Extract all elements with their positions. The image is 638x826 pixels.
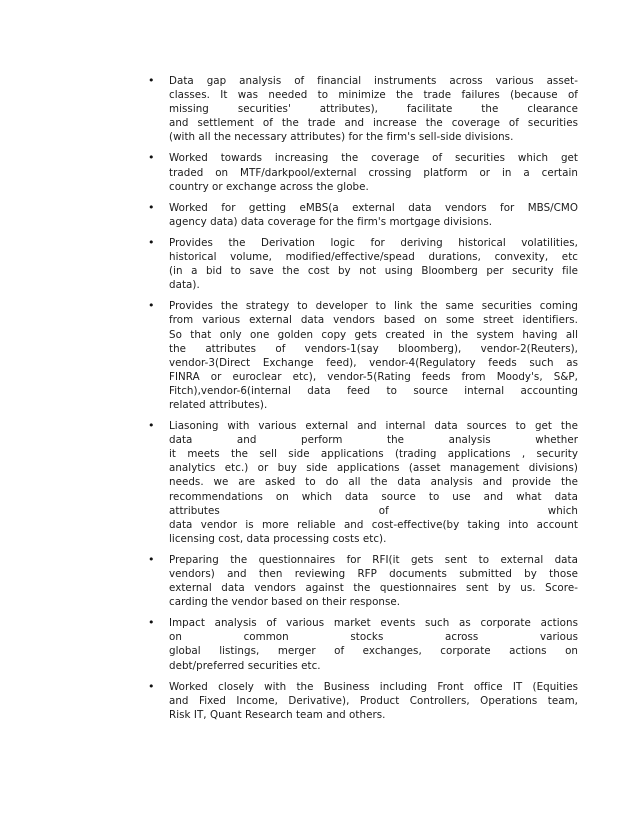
text-line: licensing cost, data processing costs etc). bbox=[169, 532, 387, 545]
text-line: (in a bid to save the cost by not using Bloomberg per security file bbox=[169, 265, 578, 278]
list-item bbox=[148, 419, 578, 546]
list-item bbox=[148, 74, 578, 144]
text-line: on common stocks across various bbox=[169, 631, 578, 644]
list-item bbox=[148, 201, 578, 229]
list-item bbox=[148, 553, 578, 609]
text-line: and settlement of the trade and increase the coverage of securities bbox=[169, 117, 578, 130]
text-line: vendors) and then reviewing RFP documents submitted by those bbox=[169, 568, 578, 580]
text-line: analytics etc.) or buy side applications (asset management divisions) bbox=[169, 462, 578, 475]
text-line: it meets the sell side applications (trading applications , security bbox=[169, 448, 578, 461]
bullet-list bbox=[148, 74, 578, 729]
text-line: vendor-3(Direct Exchange feed), vendor-4(Regulatory feeds such as bbox=[169, 356, 578, 369]
list-item bbox=[148, 680, 578, 722]
text-line: Provides the Derivation logic for deriving historical volatilities, bbox=[169, 236, 578, 249]
text-line: debt/preferred securities etc. bbox=[169, 659, 321, 672]
text-line: (with all the necessary attributes) for the firm's sell-side divisions. bbox=[169, 131, 514, 144]
bullet-icon: • bbox=[148, 200, 155, 214]
text-line: from various external data vendors based on some street identifiers. bbox=[169, 314, 578, 327]
text-line: country or exchange across the globe. bbox=[169, 180, 369, 193]
text-line: Worked towards increasing the coverage of securities which get bbox=[169, 152, 578, 165]
list-item bbox=[148, 616, 578, 672]
text-line: Provides the strategy to developer to link the same securities coming bbox=[169, 300, 578, 313]
text-line: Fitch),vendor-6(internal data feed to source internal accounting bbox=[169, 384, 578, 397]
bullet-icon: • bbox=[148, 235, 155, 249]
text-line: historical volume, modified/effective/spead durations, convexity, etc bbox=[169, 251, 578, 264]
text-line: needs. we are asked to do all the data analysis and provide the bbox=[169, 476, 578, 489]
text-line: classes. It was needed to minimize the trade failures (because of bbox=[169, 89, 578, 102]
list-item bbox=[148, 236, 578, 292]
bullet-icon: • bbox=[148, 74, 155, 87]
text-line: Risk IT, Quant Research team and others. bbox=[169, 708, 386, 721]
text-line: So that only one golden copy gets created in the system having all bbox=[169, 328, 578, 341]
text-line: FINRA or euroclear etc), vendor-5(Rating feeds from Moody's, S&P, bbox=[169, 370, 578, 383]
list-item bbox=[148, 151, 578, 193]
text-line: Data gap analysis of financial instruments across various asset- bbox=[169, 75, 578, 87]
bullet-icon: • bbox=[148, 419, 155, 433]
text-line: and Fixed Income, Derivative), Product Controllers, Operations team, bbox=[169, 694, 578, 707]
text-line: data and perform the analysis whether bbox=[169, 434, 578, 447]
text-line: related attributes). bbox=[169, 398, 268, 411]
text-line: attributes of which bbox=[169, 504, 578, 517]
bullet-icon: • bbox=[148, 299, 155, 313]
bullet-icon: • bbox=[148, 679, 155, 693]
text-line: agency data) data coverage for the firm's mortgage divisions. bbox=[169, 215, 493, 228]
text-line: data vendor is more reliable and cost-effective(by taking into account bbox=[169, 518, 578, 531]
text-line: Impact analysis of various market events such as corporate actions bbox=[169, 617, 578, 630]
bullet-icon: • bbox=[148, 616, 155, 630]
text-line: carding the vendor based on their response. bbox=[169, 596, 401, 609]
text-line: data). bbox=[169, 279, 200, 292]
text-line: Preparing the questionnaires for RFI(it gets sent to external data bbox=[169, 553, 578, 566]
bullet-icon: • bbox=[148, 552, 155, 566]
text-line: global listings, merger of exchanges, corporate actions on bbox=[169, 645, 578, 658]
text-line: Worked closely with the Business including Front office IT (Equities bbox=[169, 680, 578, 693]
text-line: external data vendors against the questionnaires sent by us. Score- bbox=[169, 582, 578, 595]
text-line: traded on MTF/darkpool/external crossing platform or in a certain bbox=[169, 166, 578, 179]
text-line: Liasoning with various external and internal data sources to get the bbox=[169, 420, 578, 433]
text-line: missing securities' attributes), facilitate the clearance bbox=[169, 103, 578, 116]
text-line: Worked for getting eMBS(a external data vendors for MBS/CMO bbox=[169, 201, 578, 214]
text-line: the attributes of vendors-1(say bloomberg), vendor-2(Reuters), bbox=[169, 342, 578, 355]
list-item bbox=[148, 299, 578, 412]
bullet-icon: • bbox=[148, 151, 155, 165]
text-line: recommendations on which data source to use and what data bbox=[169, 490, 578, 503]
